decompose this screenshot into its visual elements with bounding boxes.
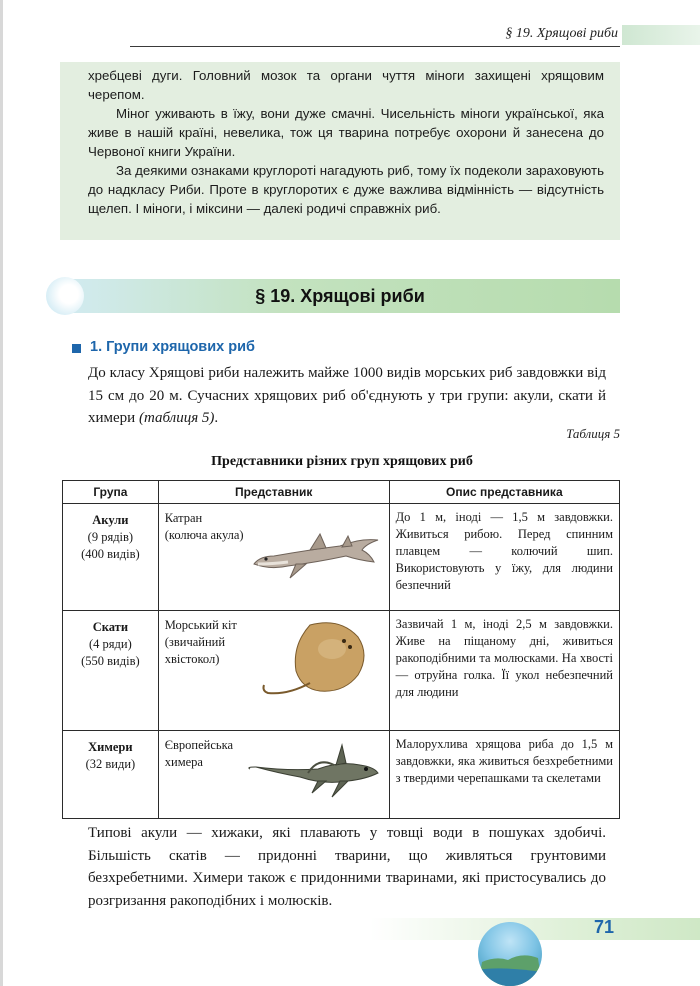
body-paragraph-1-text: До класу Хрящові риби належить майже 1000 видів морських риб завдовжки від 15 см до 20 м. Сучасних хрящових риб об'єднують у три групи: акули, скати й химери	[88, 365, 606, 426]
header-description: Опис представника	[389, 481, 619, 504]
description-cell: До 1 м, іноді — 1,5 м завдовжки. Живиться рибою. Перед спинним плавцем — колючий шип. Використовують у їжу, для людини безпечний	[389, 504, 619, 611]
group-cell	[63, 504, 159, 611]
body-paragraph-1-end: .	[214, 410, 219, 426]
page-number: 71	[594, 917, 615, 937]
group-name: Акули	[92, 513, 129, 527]
table-reference: (таблиця 5)	[138, 410, 215, 426]
intro-paragraph-1: хребцеві дуги. Головний мозок та органи чуття міноги захищені хрящовим черепом.	[88, 68, 604, 102]
globe-icon	[478, 922, 542, 986]
table-row	[63, 504, 620, 611]
table-header-row	[63, 481, 620, 504]
body-paragraph-1	[88, 362, 606, 430]
subsection-heading: 1. Групи хрящових риб	[90, 339, 255, 355]
table-row	[63, 731, 620, 819]
group-orders: (4 ряди)	[89, 637, 132, 651]
representative-name: Європейська химера	[158, 731, 248, 819]
group-name: Скати	[92, 620, 129, 634]
stingray-image-cell	[248, 611, 389, 731]
group-cell	[63, 611, 159, 731]
header-representative: Представник	[158, 481, 389, 504]
table-title: Представники різних груп хрящових риб	[211, 454, 473, 469]
running-header-title: § 19. Хрящові риби	[505, 26, 618, 41]
representative-name: Морський кіт (звичайний хвістокол)	[158, 611, 248, 731]
description-cell: Зазвичай 1 м, іноді 2,5 м завдовжки. Живе на піщаному дні, живиться ракоподібними та молюсками. На хвості — отруйна голка. Її укол небезпечний для людини	[389, 611, 619, 731]
section-title: § 19. Хрящові риби	[255, 286, 425, 306]
chimaera-icon	[248, 731, 388, 807]
group-cell	[63, 731, 159, 819]
group-name: Химери	[88, 740, 133, 754]
body-paragraph-2: Типові акули — хижаки, які плавають у товщі води в пошуках здобичі. Більшість скатів — придонні тварини, що живляться грунтовими безхребетними. Химери також є придонними тваринами, які пристосувались до розгризання ракоподібних і молюсків.	[88, 825, 606, 909]
table-label: Таблиця 5	[566, 426, 620, 441]
header-tab-decoration	[622, 25, 700, 45]
group-orders: (32 види)	[85, 757, 136, 771]
representative-name: Катран (колюча акула)	[158, 504, 248, 611]
intro-paragraph-2: Міног уживають в їжу, вони дуже смачні. Чисельність міноги української, яка живе в нашій країні, невелика, тож ця тварина потребує охорони й занесена до Червоної книги України.	[88, 106, 604, 159]
page-edge	[0, 0, 3, 986]
running-header	[130, 24, 620, 47]
shark-image-cell	[248, 504, 389, 611]
intro-paragraph-3: За деякими ознаками круглороті нагадують риб, тому їх подеколи зараховують до надкласу Риби. Проте в круглоротих є дуже важлива відмінність — відсутність щелеп. І міноги, і міксини — далекі родичі справжніх риб.	[88, 163, 604, 216]
subsection-bullet-icon	[72, 344, 81, 353]
group-species: (550 видів)	[81, 654, 140, 668]
table-row	[63, 611, 620, 731]
fish-groups-table	[62, 480, 620, 819]
description-cell: Малорухлива хрящова риба до 1,5 м завдовжки, яка живиться безхребетними з твердими черепашками та скелетами	[389, 731, 619, 819]
group-orders: (9 рядів)	[87, 530, 134, 544]
header-group: Група	[63, 481, 159, 504]
group-species: (400 видів)	[81, 547, 140, 561]
shark-icon	[248, 504, 388, 600]
stingray-icon	[248, 611, 388, 719]
chimaera-image-cell	[248, 731, 389, 819]
